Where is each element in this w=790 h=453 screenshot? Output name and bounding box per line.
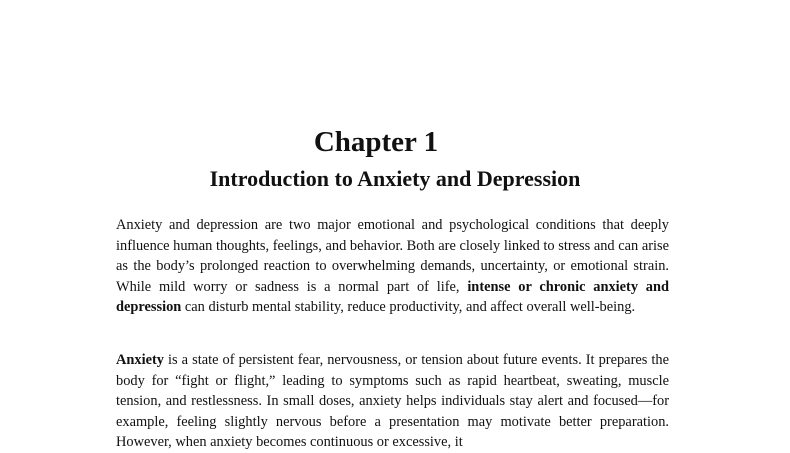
paragraph-anxiety-text: is a state of persistent fear, nervousness, or tension about future events. It prepares the body for “fight or flight,” leading to symptoms such as rapid heartbeat, sweating, muscle tension, and restlessness. In small doses, anxiety helps individuals stay alert and focused—for example, feeling slightly nervous before a presentation may motivate better preparation. However, when anxiety becomes continuous or excessive, it bbox=[116, 352, 669, 451]
paragraph-intro-emphasis: intense or chronic anxiety and depression bbox=[116, 278, 669, 316]
paragraph-anxiety-term: Anxiety bbox=[116, 352, 164, 368]
paragraph-intro bbox=[116, 215, 669, 318]
chapter-number: Chapter 1 bbox=[313, 126, 439, 158]
paragraph-intro-text-end: can disturb mental stability, reduce productivity, and affect overall well-being. bbox=[181, 299, 636, 316]
paragraph-anxiety bbox=[116, 350, 669, 453]
chapter-title: Introduction to Anxiety and Depression bbox=[209, 166, 581, 191]
paragraph-intro-text-start: Anxiety and depression are two major emotional and psychological conditions that deeply influence human thoughts, feelings, and behavior. Both are closely linked to stress and can arise as the body’s prolonged reaction to overwhelming demands, uncertainty, or emotional strain. While mild worry or sadness is a normal part of life, bbox=[116, 217, 669, 295]
